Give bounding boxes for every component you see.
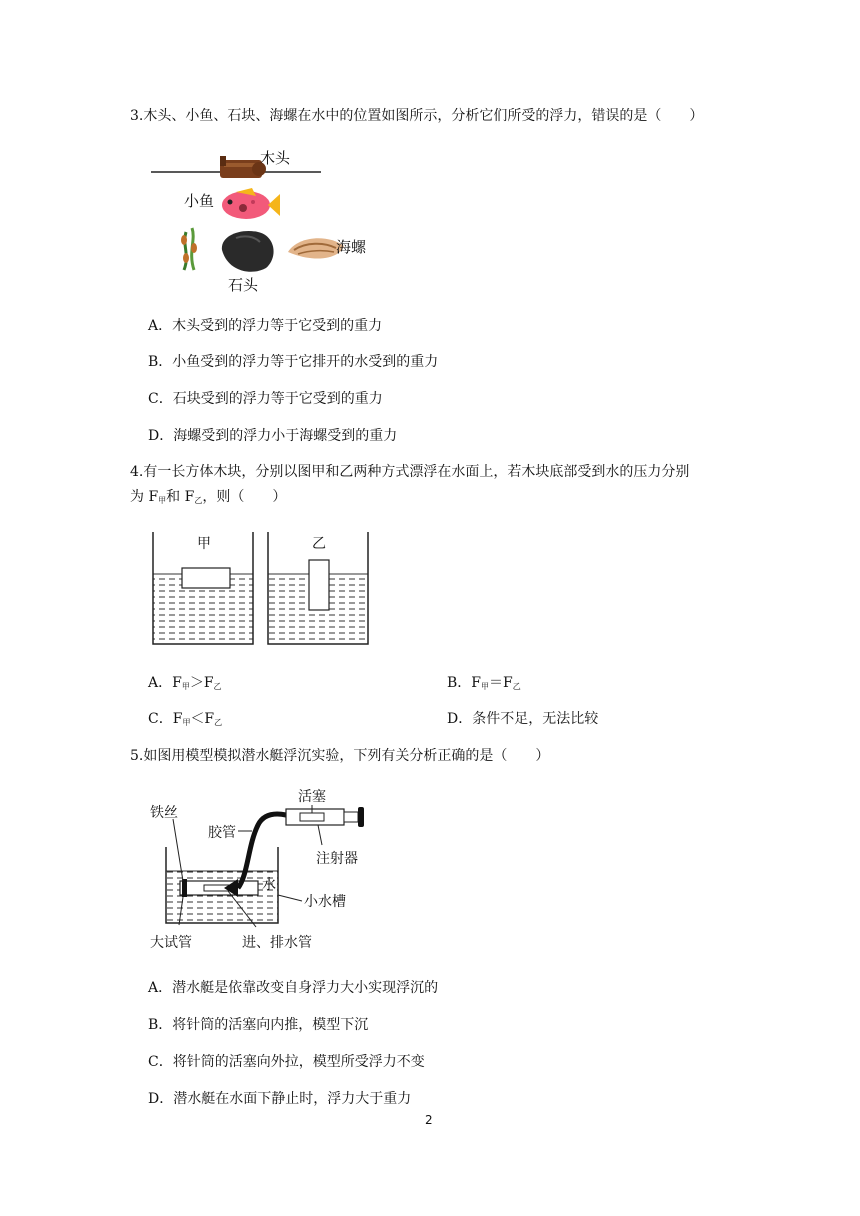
label-jia: 甲 <box>197 536 211 552</box>
seaweed-image <box>181 228 197 270</box>
q5-option-a: A．潜水艇是依靠改变自身浮力大小实现浮沉的 <box>148 980 439 996</box>
syringe-label: 注射器 <box>316 851 358 867</box>
q4-figure <box>148 528 378 648</box>
q3-stem: 3.木头、小鱼、石块、海螺在水中的位置如图所示，分析它们所受的浮力，错误的是（ ） <box>130 108 704 124</box>
q5-option-b: B．将针筒的活塞向内推，模型下沉 <box>148 1017 369 1033</box>
wood-block-vertical <box>309 560 329 610</box>
tube-label: 大试管 <box>150 935 192 951</box>
q3-option-a: A．木头受到的浮力等于它受到的重力 <box>148 318 383 334</box>
label-yi: 乙 <box>312 536 326 552</box>
q5-stem: 5.如图用模型模拟潜水艇浮沉实验，下列有关分析正确的是（ ） <box>130 748 550 764</box>
syringe <box>286 807 364 827</box>
q4-stem-line1: 4.有一长方体木块，分别以图甲和乙两种方式漂浮在水面上，若木块底部受到水的压力分别 <box>130 464 690 480</box>
q4-stem-line2: 为 $F_甲$和 $F_乙$，则（ ） <box>130 489 287 505</box>
hose-label: 胶管 <box>208 825 236 841</box>
page-number: 2 <box>425 1113 433 1127</box>
stone-image <box>222 231 274 272</box>
water-label: 水 <box>262 877 276 893</box>
q3-option-c: C．石块受到的浮力等于它受到的重力 <box>148 391 383 407</box>
q4-option-a: A．$F_甲>F_乙$ <box>148 675 222 691</box>
conch-label: 海螺 <box>336 238 367 256</box>
wood-label: 木头 <box>260 149 291 167</box>
q3-option-b: B．小鱼受到的浮力等于它排开的水受到的重力 <box>148 354 439 370</box>
q5-option-d: D．潜水艇在水面下静止时，浮力大于重力 <box>148 1091 412 1107</box>
q5-option-c: C．将针筒的活塞向外拉，模型所受浮力不变 <box>148 1054 425 1070</box>
q4-option-b: B．$F_甲=F_乙$ <box>447 675 521 691</box>
q5-figure <box>146 785 386 960</box>
pipe-label: 进、排水管 <box>242 935 312 951</box>
fish-label: 小鱼 <box>184 192 215 210</box>
q3-option-d: D．海螺受到的浮力小于海螺受到的重力 <box>148 428 398 444</box>
stone-label: 石头 <box>228 276 259 294</box>
iron-wire <box>182 879 187 897</box>
piston-label: 活塞 <box>298 789 326 805</box>
wood-block-horizontal <box>182 568 230 588</box>
q3-figure <box>148 140 388 295</box>
wire-label: 铁丝 <box>150 805 178 821</box>
tank-label: 小水槽 <box>304 894 346 910</box>
fish-image <box>222 188 280 219</box>
q4-option-d: D．条件不足，无法比较 <box>447 711 599 727</box>
q4-option-c: C．$F_甲<F_乙$ <box>148 711 223 727</box>
